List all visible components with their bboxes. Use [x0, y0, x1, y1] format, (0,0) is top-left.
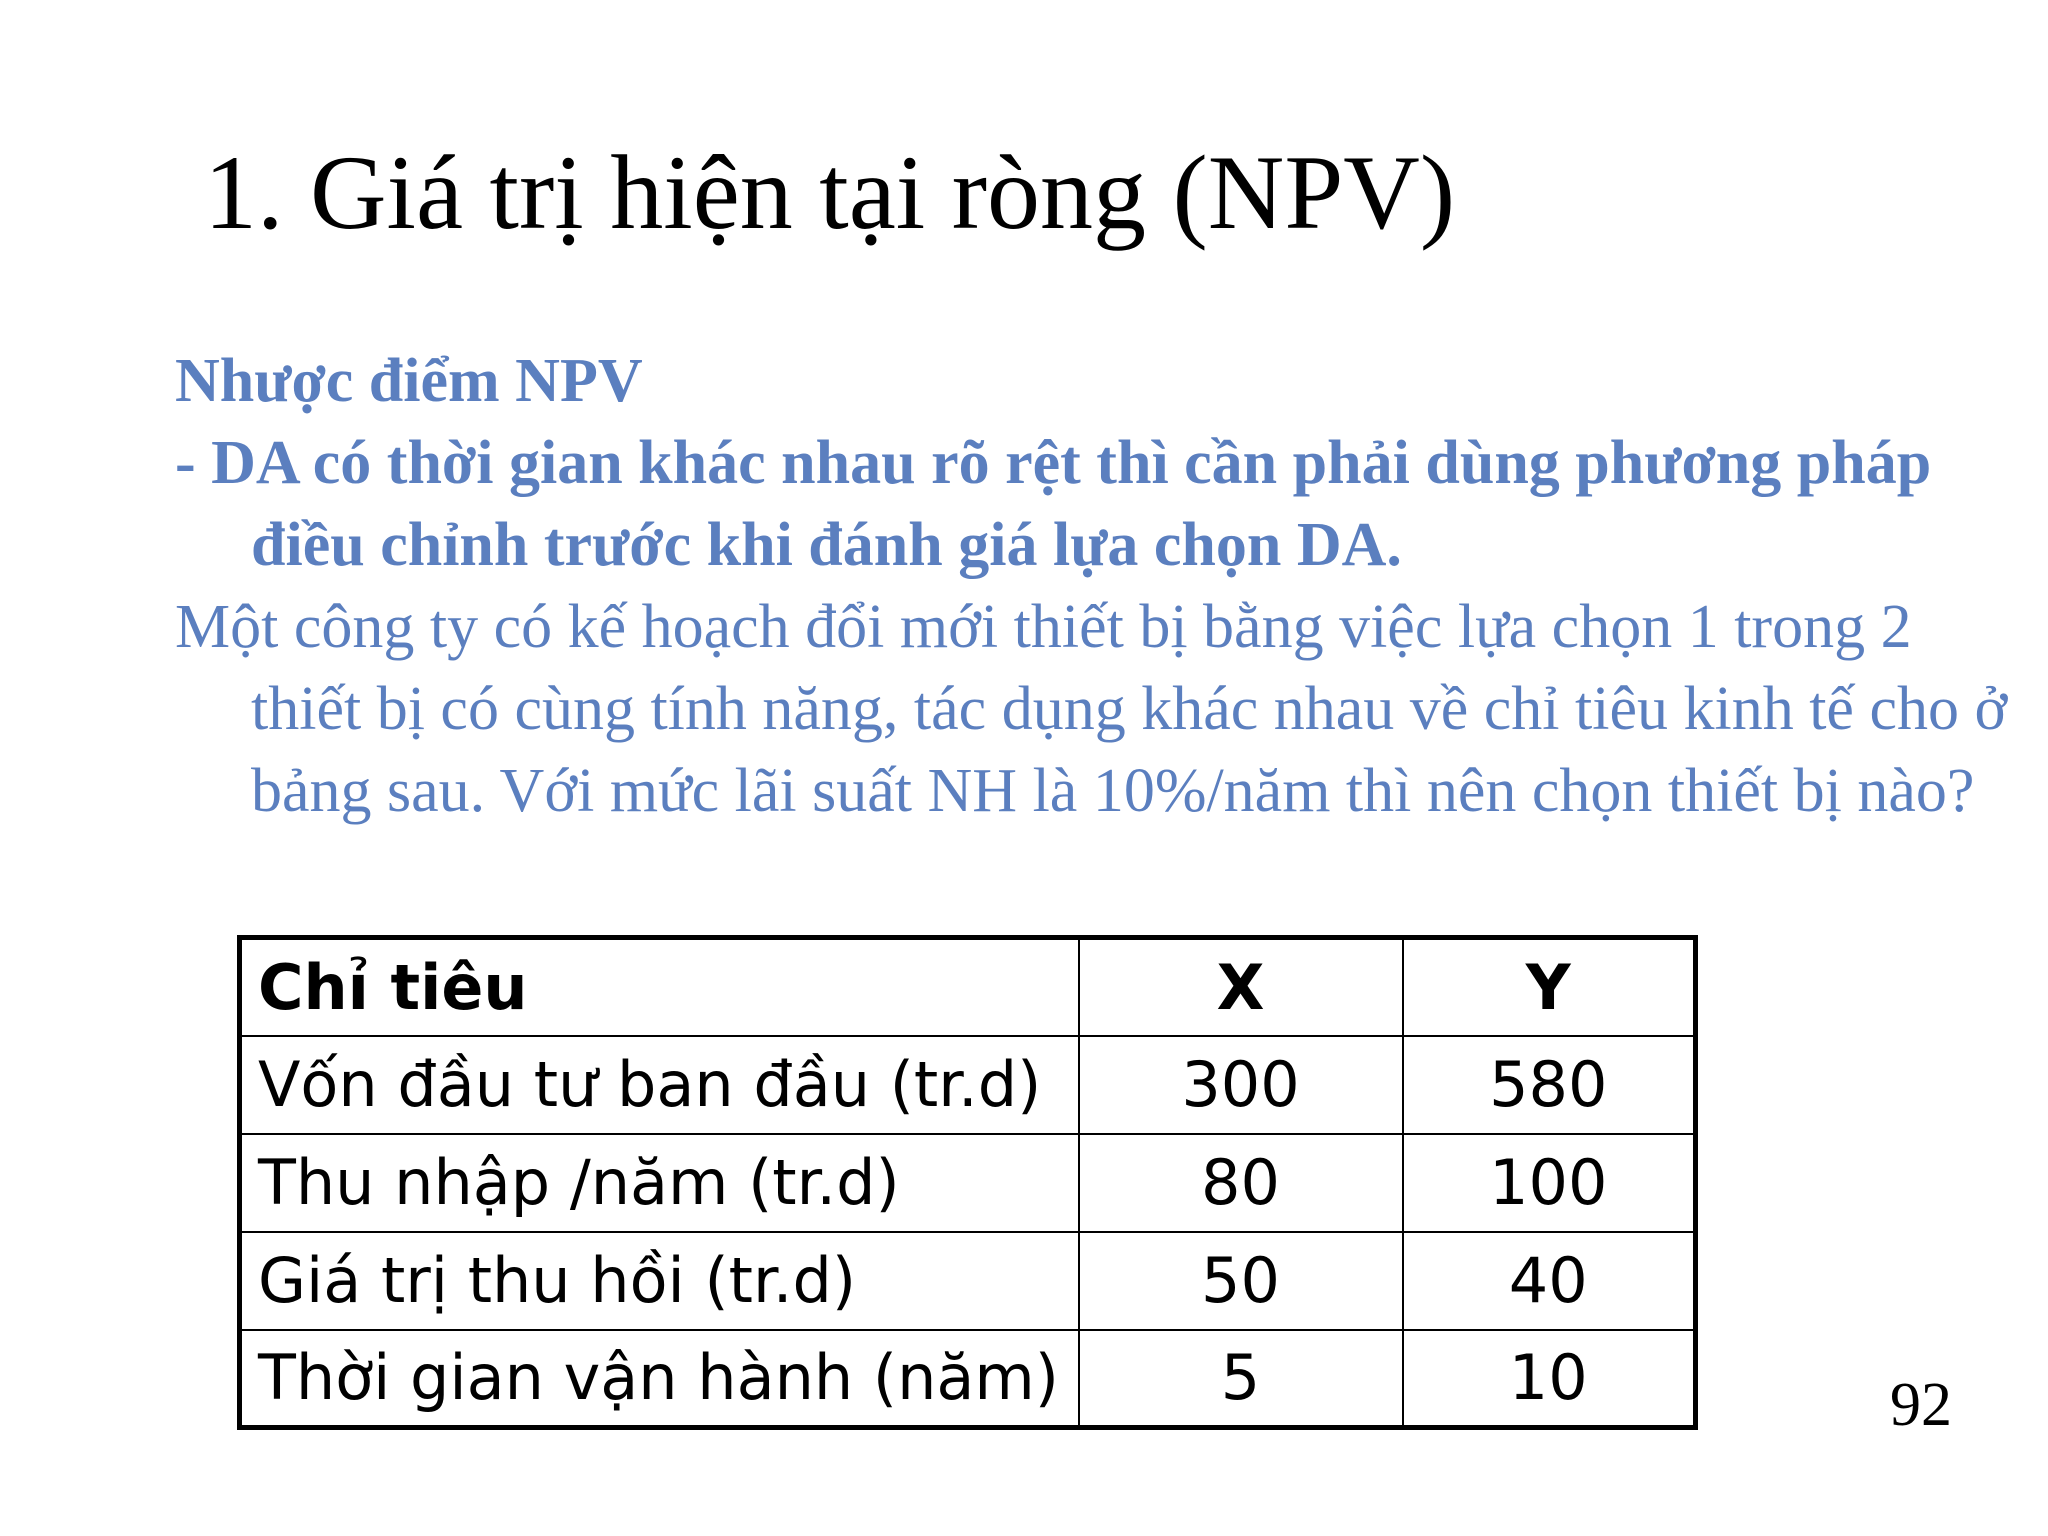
value-x: 300 — [1079, 1036, 1403, 1134]
section-heading: Nhược điểm NPV — [175, 347, 643, 415]
row-label: Thu nhập /năm (tr.d) — [240, 1134, 1079, 1232]
table-header-row — [240, 938, 1696, 1036]
bullet-point: - DA có thời gian khác nhau rõ rệt thì cần phải dùng phương pháp điều chỉnh trước khi đánh giá lựa chọn DA. — [175, 429, 1932, 579]
value-y: 40 — [1403, 1232, 1696, 1330]
header-cell-x: X — [1079, 938, 1403, 1036]
row-label: Giá trị thu hồi (tr.d) — [240, 1232, 1079, 1330]
table-row — [240, 1036, 1696, 1134]
comparison-table — [237, 935, 1698, 1430]
value-y: 100 — [1403, 1134, 1696, 1232]
header-cell-y: Y — [1403, 938, 1696, 1036]
slide-title: 1. Giá trị hiện tại ròng (NPV) — [204, 134, 1456, 251]
row-label: Thời gian vận hành (năm) — [240, 1330, 1079, 1428]
header-cell-criteria: Chỉ tiêu — [240, 938, 1079, 1036]
page-number: 92 — [1890, 1371, 1952, 1439]
table-row — [240, 1232, 1696, 1330]
value-x: 80 — [1079, 1134, 1403, 1232]
problem-paragraph: Một công ty có kế hoạch đổi mới thiết bị bằng việc lựa chọn 1 trong 2 thiết bị có cùng tính năng, tác dụng khác nhau về chỉ tiêu kinh tế cho ở bảng sau. Với mức lãi suất NH là 10%/năm thì nên chọn thiết bị nào? — [175, 593, 2008, 825]
table-row — [240, 1134, 1696, 1232]
value-x: 5 — [1079, 1330, 1403, 1428]
slide-body — [175, 340, 2035, 832]
value-x: 50 — [1079, 1232, 1403, 1330]
value-y: 10 — [1403, 1330, 1696, 1428]
table-row — [240, 1330, 1696, 1428]
value-y: 580 — [1403, 1036, 1696, 1134]
row-label: Vốn đầu tư ban đầu (tr.d) — [240, 1036, 1079, 1134]
